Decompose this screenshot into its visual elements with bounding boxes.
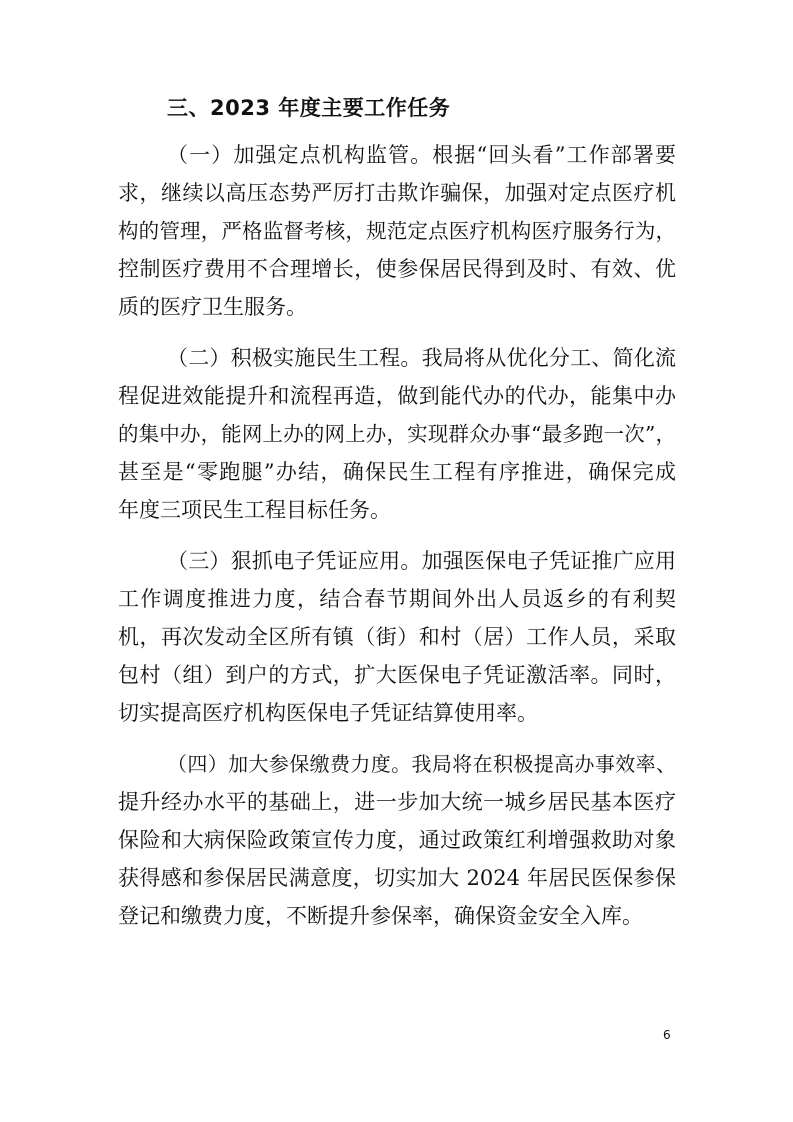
- paragraph-1-line-2: 求，继续以高压态势严厉打击欺诈骗保，加强对定点医疗机: [118, 181, 676, 205]
- paragraph-3-line-2: 工作调度推进力度，结合春节期间外出人员返乡的有利契: [118, 587, 676, 611]
- paragraph-2-line-5: 年度三项民生工程目标任务。: [118, 498, 391, 522]
- paragraph-4-line-1: （四）加大参保缴费力度。我局将在积极提高办事效率、: [167, 752, 676, 776]
- paragraph-4-line-4: 获得感和参保居民满意度，切实加大 2024 年居民医保参保: [118, 866, 676, 890]
- paragraph-1-line-3: 构的管理，严格监督考核，规范定点医疗机构医疗服务行为，: [118, 219, 676, 243]
- section-heading: 三、2023 年度主要工作任务: [167, 96, 451, 120]
- paragraph-4-line-5: 登记和缴费力度，不断提升参保率，确保资金安全入库。: [118, 904, 643, 928]
- paragraph-2-line-3: 的集中办，能网上办的网上办，实现群众办事“最多跑一次”，: [118, 422, 676, 446]
- paragraph-3-line-3: 机，再次发动全区所有镇（街）和村（居）工作人员，采取: [118, 625, 676, 649]
- paragraph-1-line-5: 质的医疗卫生服务。: [118, 295, 307, 319]
- paragraph-1-line-1: （一）加强定点机构监管。根据“回头看”工作部署要: [167, 143, 676, 167]
- paragraph-2-line-4: 甚至是“零跑腿”办结，确保民生工程有序推进，确保完成: [118, 460, 676, 484]
- paragraph-3-line-5: 切实提高医疗机构医保电子凭证结算使用率。: [118, 701, 538, 725]
- paragraph-4-line-3: 保险和大病保险政策宣传力度，通过政策红利增强救助对象: [118, 828, 676, 852]
- paragraph-3-line-1: （三）狠抓电子凭证应用。加强医保电子凭证推广应用: [167, 549, 676, 573]
- paragraph-2-line-1: （二）积极实施民生工程。我局将从优化分工、简化流: [167, 346, 676, 370]
- paragraph-2-line-2: 程促进效能提升和流程再造，做到能代办的代办，能集中办: [118, 384, 676, 408]
- paragraph-3-line-4: 包村（组）到户的方式，扩大医保电子凭证激活率。同时，: [118, 663, 676, 687]
- paragraph-1-line-4: 控制医疗费用不合理增长，使参保居民得到及时、有效、优: [118, 257, 676, 281]
- paragraph-4-line-2: 提升经办水平的基础上，进一步加大统一城乡居民基本医疗: [118, 790, 676, 814]
- page-number: 6: [663, 1028, 671, 1042]
